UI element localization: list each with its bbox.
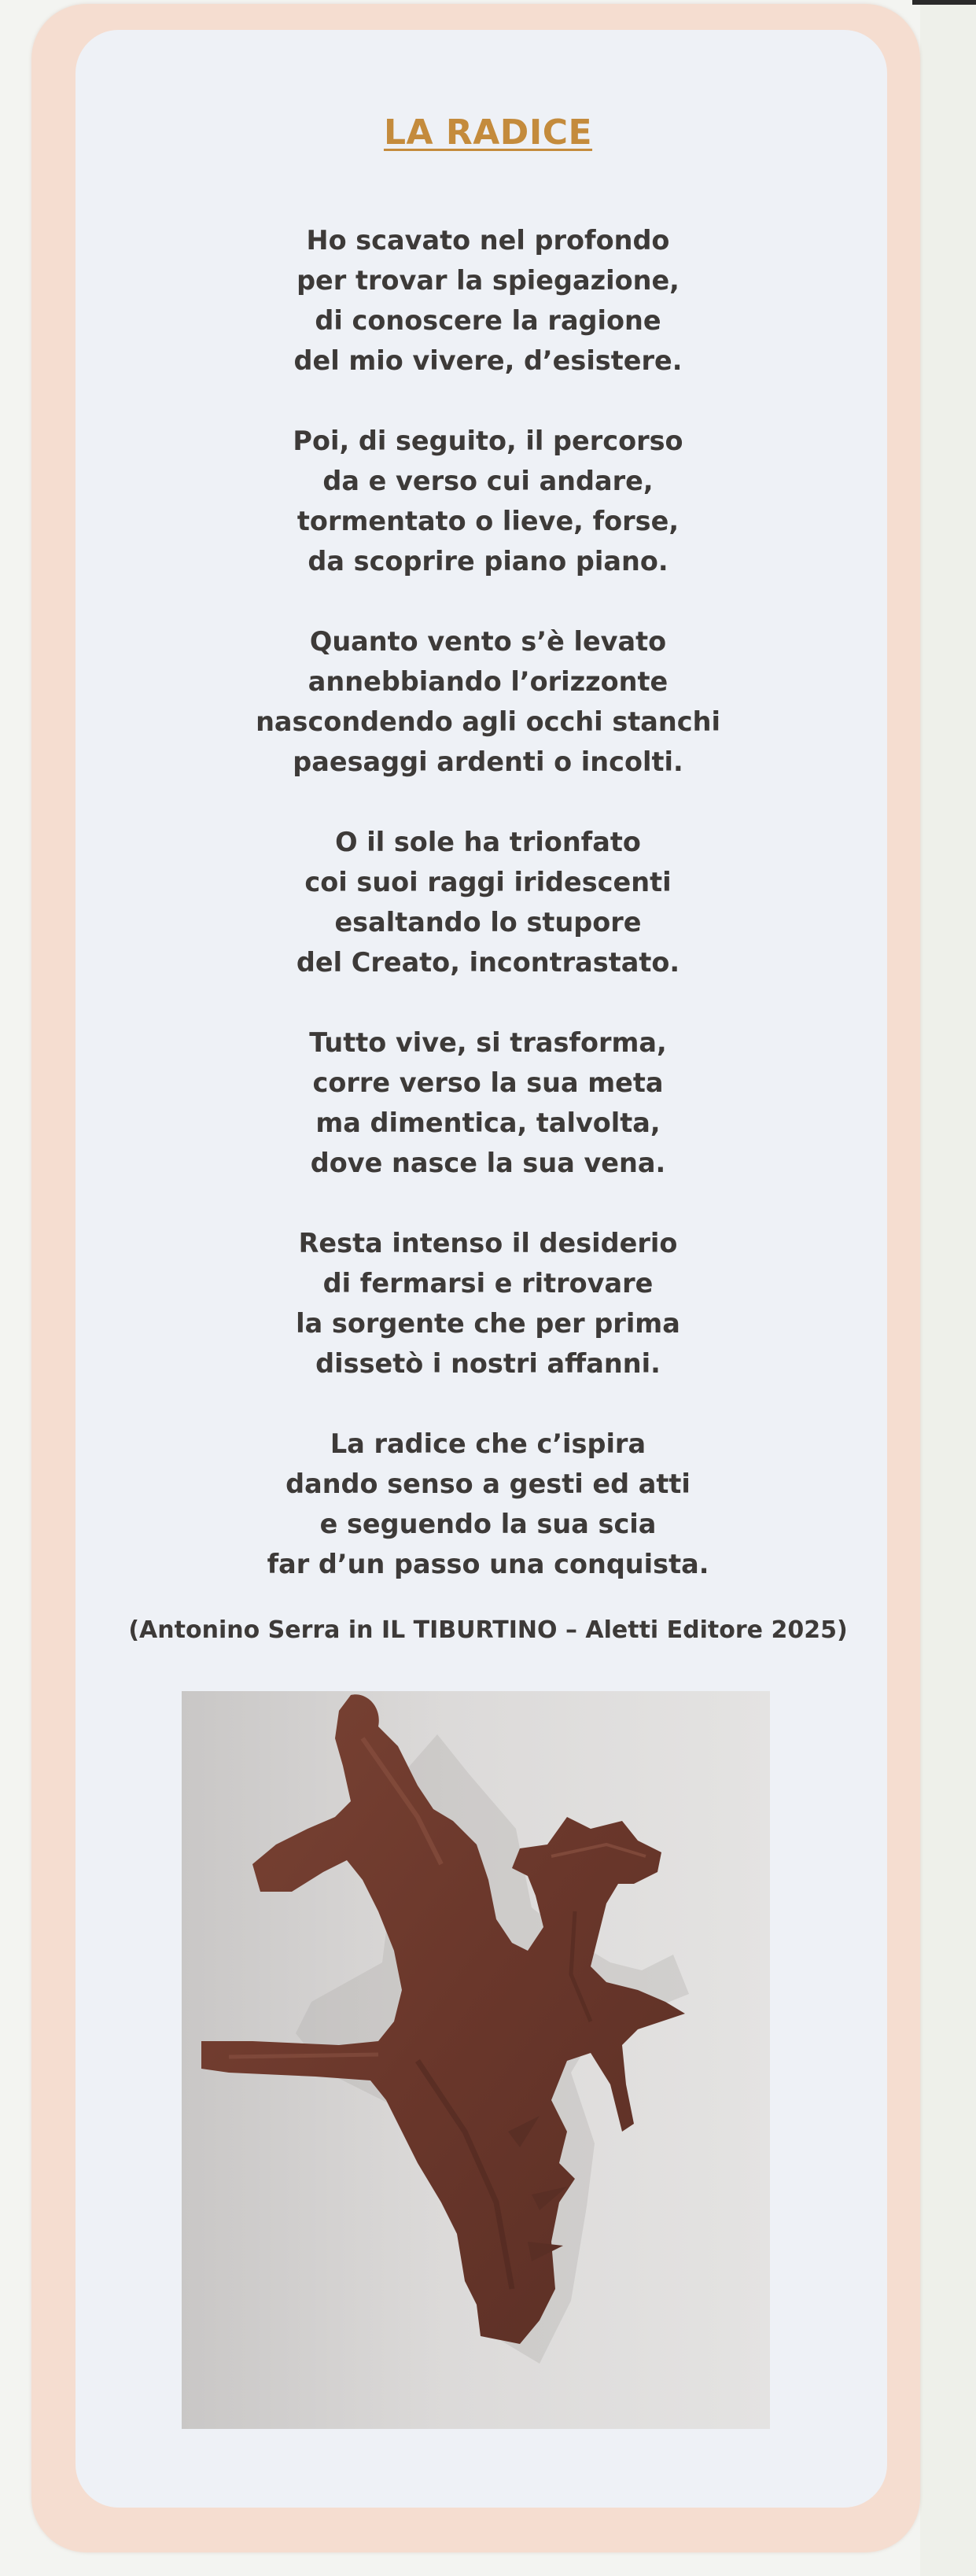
- poem-line: Resta intenso il desiderio: [298, 1228, 678, 1259]
- poem-line: Quanto vento s’è levato: [309, 626, 667, 657]
- poem-line: La radice che c’ispira: [330, 1428, 646, 1459]
- poem-line: del Creato, incontrastato.: [296, 947, 680, 978]
- poem-line: dove nasce la sua vena.: [310, 1148, 666, 1178]
- poem-line: dissetò i nostri affanni.: [315, 1348, 661, 1379]
- poem-title: LA RADICE: [383, 112, 593, 153]
- stanza: [0, 822, 976, 982]
- poem-line: coi suoi raggi iridescenti: [304, 867, 672, 897]
- poem-line: da scoprire piano piano.: [308, 546, 668, 577]
- poem-line: ma dimentica, talvolta,: [315, 1107, 661, 1138]
- poem-line: O il sole ha trionfato: [335, 827, 641, 857]
- poem-line: del mio vivere, d’esistere.: [293, 345, 683, 376]
- scan-edge: [912, 0, 976, 5]
- poem-line: annebbiando l’orizzonte: [308, 666, 668, 697]
- stanza: [0, 1023, 976, 1183]
- poem-line: corre verso la sua meta: [312, 1067, 664, 1098]
- stanza: [0, 421, 976, 581]
- poem-line: Ho scavato nel profondo: [306, 225, 670, 256]
- poem-line: di fermarsi e ritrovare: [322, 1268, 654, 1299]
- poem-line: paesaggi ardenti o incolti.: [293, 746, 683, 777]
- stanza: [0, 1223, 976, 1384]
- poem-line: nascondendo agli occhi stanchi: [256, 706, 720, 737]
- poem-line: tormentato o lieve, forse,: [296, 506, 680, 536]
- poem-line: esaltando lo stupore: [334, 907, 642, 938]
- poem-line: Tutto vive, si trasforma,: [309, 1027, 667, 1058]
- poem-body: [0, 220, 976, 1624]
- poem-line: e seguendo la sua scia: [319, 1509, 657, 1539]
- stanza: [0, 621, 976, 782]
- poem-line: per trovar la spiegazione,: [296, 265, 680, 296]
- stanza: [0, 220, 976, 381]
- author-credit: (Antonino Serra in IL TIBURTINO – Aletti Editore 2025): [128, 1616, 848, 1644]
- poem-line: la sorgente che per prima: [296, 1308, 680, 1339]
- root-sculpture-photo: [182, 1691, 770, 2429]
- poem-line: dando senso a gesti ed atti: [285, 1469, 691, 1499]
- poem-line: Poi, di seguito, il percorso: [293, 426, 683, 456]
- poem-line: di conoscere la ragione: [315, 305, 661, 336]
- stanza: [0, 1424, 976, 1584]
- poem-line: da e verso cui andare,: [322, 466, 654, 496]
- poem-line: far d’un passo una conquista.: [267, 1549, 709, 1579]
- root-sculpture-image: [182, 1691, 770, 2429]
